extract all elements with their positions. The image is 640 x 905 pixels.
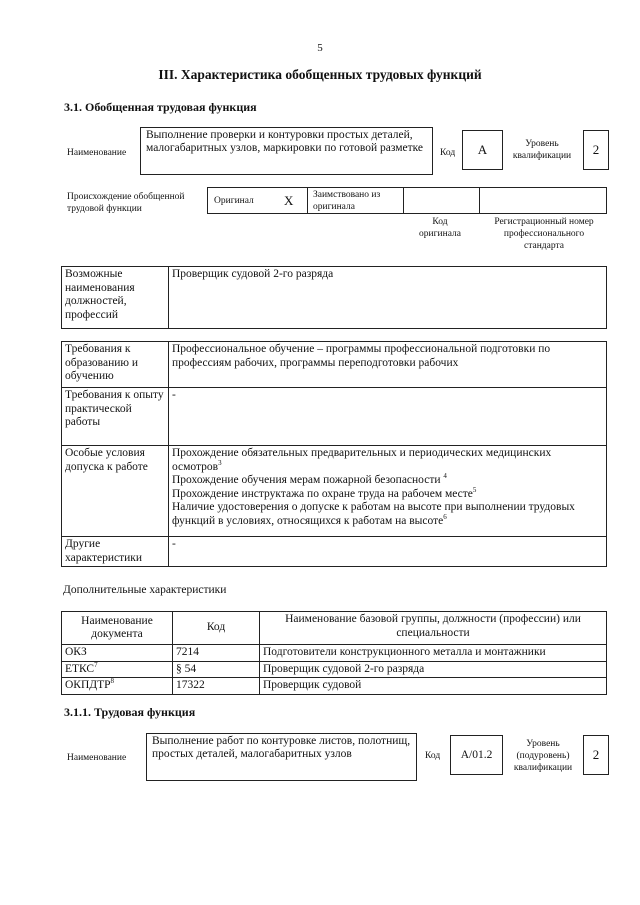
- positions-table: [61, 266, 607, 329]
- doc-cell: ОКПДТР$^8$: [62, 678, 173, 695]
- col-doc-header: Наименование документа: [62, 612, 173, 645]
- name-cell: Проверщик судовой: [260, 678, 607, 695]
- original-label: Оригинал: [214, 196, 254, 206]
- tf-heading: 3.1.1. Трудовая функция: [64, 705, 196, 719]
- code-original-label: Код оригинала: [419, 217, 461, 239]
- positions-label: Возможные наименования должностей, профессий: [62, 267, 169, 329]
- code-cell: § 54: [173, 661, 260, 678]
- borrowed-label: Заимствовано из оригинала: [313, 190, 381, 212]
- code-cell: 7214: [173, 645, 260, 662]
- table-row: [62, 661, 607, 678]
- gtf-origin-label: Происхождение обобщенной трудовой функции: [67, 192, 185, 214]
- tf-level-label: Уровень (подуровень) квалификации: [513, 739, 573, 773]
- other-label: Другие характеристики: [62, 537, 169, 567]
- doc-cell: ОКЗ: [62, 645, 173, 662]
- col-name-header: Наименование базовой группы, должности (профессии) или специальности: [260, 612, 607, 645]
- gtf-code-value: A: [462, 130, 503, 170]
- origin-divider: [307, 187, 308, 214]
- additional-heading: Дополнительные характеристики: [63, 584, 227, 596]
- code-cell: 17322: [173, 678, 260, 695]
- additional-table: [61, 611, 607, 695]
- requirements-table: [61, 341, 607, 567]
- col-code-header: Код: [173, 612, 260, 645]
- table-row: [62, 678, 607, 695]
- gtf-heading: 3.1. Обобщенная трудовая функция: [64, 100, 257, 114]
- special-value: [169, 446, 607, 537]
- name-cell: Проверщик судовой 2-го разряда: [260, 661, 607, 678]
- education-value: Профессиональное обучение – программы профессиональной подготовки по профессиям рабочих, программы переподготовки рабочих: [169, 342, 607, 388]
- section-title: III. Характеристика обобщенных трудовых функций: [158, 67, 482, 82]
- special-label: Особые условия допуска к работе: [62, 446, 169, 537]
- special-item: Прохождение обязательных предварительных и периодических медицинских осмотров$^3$: [172, 447, 552, 473]
- table-row: [62, 645, 607, 662]
- tf-code-value: A/01.2: [450, 735, 503, 775]
- origin-divider: [479, 187, 480, 214]
- reg-number-label: Регистрационный номер профессионального стандарта: [494, 217, 594, 251]
- original-mark: X: [284, 193, 294, 208]
- experience-label: Требования к опыту практической работы: [62, 388, 169, 446]
- page-number: 5: [317, 42, 323, 54]
- gtf-code-label: Код: [440, 148, 456, 158]
- gtf-level-label: Уровень квалификации: [512, 139, 572, 161]
- tf-name-label: Наименование: [67, 753, 127, 763]
- origin-table: [207, 187, 607, 214]
- special-item: Прохождение обучения мерам пожарной безопасности $^4$: [172, 472, 447, 486]
- special-item: Прохождение инструктажа по охране труда на рабочем месте$^5$: [172, 485, 477, 500]
- name-cell: Подготовители конструкционного металла и монтажники: [260, 645, 607, 662]
- education-label: Требования к образованию и обучению: [62, 342, 169, 388]
- tf-level-value: 2: [583, 735, 609, 775]
- experience-value: -: [169, 388, 607, 446]
- gtf-name-label: Наименование: [67, 148, 127, 158]
- gtf-level-value: 2: [583, 130, 609, 170]
- origin-divider: [403, 187, 404, 214]
- other-value: -: [169, 537, 607, 567]
- gtf-name-value: Выполнение проверки и контуровки простых деталей, малогабаритных узлов, маркировки по готовой разметке: [140, 127, 433, 175]
- tf-code-label: Код: [425, 751, 441, 761]
- tf-name-value: Выполнение работ по контуровке листов, полотнищ, простых деталей, малогабаритных узлов: [146, 733, 417, 781]
- positions-value: Проверщик судовой 2-го разряда: [169, 267, 607, 329]
- doc-cell: ЕТКС$^7$: [62, 661, 173, 678]
- special-item: Наличие удостоверения о допуске к работам на высоте при выполнении трудовых функций в условиях, относящихся к работам на высоте$^6$: [172, 501, 575, 527]
